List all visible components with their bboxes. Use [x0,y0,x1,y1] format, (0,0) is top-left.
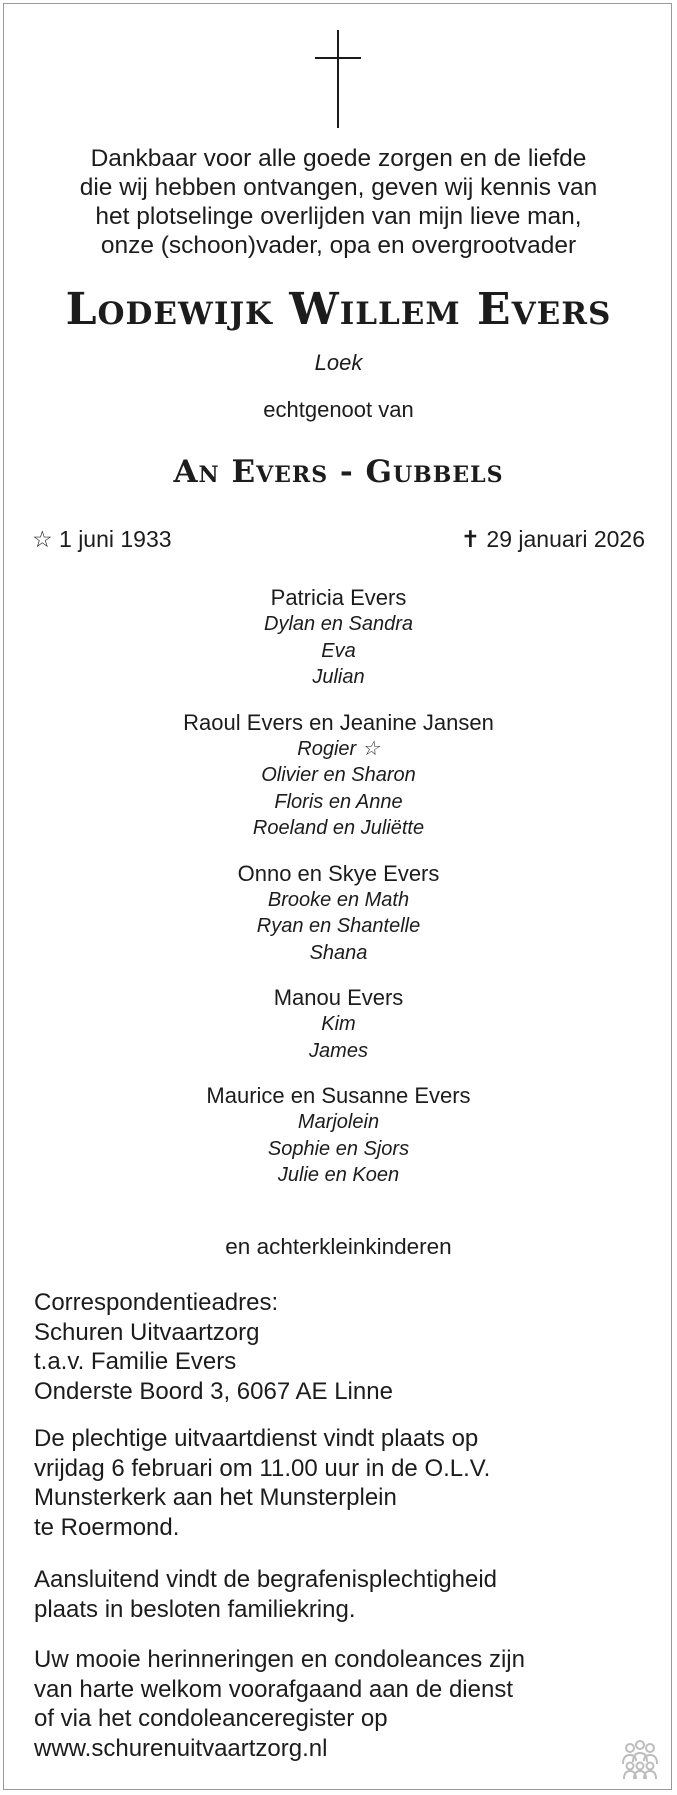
grandchild: James [309,1039,368,1062]
deceased-nickname: Loek [314,350,363,375]
family-head: Manou Evers [273,985,404,1010]
spouse-label: echtgenoot van [263,397,414,422]
grandchild: Floris en Anne [274,790,403,813]
family-list [0,584,677,1207]
family-head: Patricia Evers [270,585,407,610]
grandchild: Julian [312,666,365,688]
grandchild: Olivier en Sharon [261,764,416,786]
family-block [0,860,677,967]
family-block [0,709,677,842]
family-block [0,984,677,1064]
grandchild: Roeland en Juliëtte [252,817,425,839]
correspondence-address: Correspondentieadres: Schuren Uitvaartzorg t.a.v. Familie Evers Onderste Boord 3, 6067 AE Linne [34,1289,393,1405]
grandchild: Brooke en Math [267,888,410,911]
grandchild: Eva [321,639,356,662]
deceased-name: Lodewijk Willem Evers [65,284,612,335]
death-date: ✝ 29 januari 2026 [460,526,645,552]
people-group-icon [619,1740,661,1780]
grandchild: Julie en Koen [277,1164,400,1186]
grandchild: Ryan en Shantelle [256,915,421,937]
birth-date: ☆ 1 juni 1933 [32,526,172,552]
great-grandchildren: en achterkleinkinderen [225,1234,452,1259]
grandchild: Dylan en Sandra [264,613,413,635]
cross-icon [315,30,361,128]
family-head: Maurice en Susanne Evers [206,1083,471,1108]
family-head: Onno en Skye Evers [237,860,440,886]
condolences-info: Uw mooie herinneringen en condoleances zijn van harte welkom voorafgaand aan de dienst of via het condoleanceregister op www.schurenuitvaartzorg.nl [34,1645,654,1763]
grandchild: Rogier ☆ [297,737,380,760]
grandchild: Kim [321,1013,356,1035]
grandchild: Shana [309,941,368,964]
burial-info: Aansluitend vindt de begrafenisplechtigheid plaats in besloten familiekring. [34,1566,497,1623]
intro-text: Dankbaar voor alle goede zorgen en de liefde die wij hebben ontvangen, geven wij kennis van het plotselinge overlijden van mijn lieve man, onze (schoon)vader, opa en overgrootvader [79,145,598,259]
grandchild: Sophie en Sjors [267,1137,410,1160]
family-block [0,584,677,691]
website-link[interactable]: www.schurenuitvaartzorg.nl [34,1734,328,1762]
family-block [0,1082,677,1189]
service-info: De plechtige uitvaartdienst vindt plaats op vrijdag 6 februari om 11.00 uur in de O.L.V. Munsterkerk aan het Munsterplein te Roermond. [34,1425,491,1541]
spouse-name: An Evers - Gubbels [173,454,504,490]
family-head: Raoul Evers en Jeanine Jansen [183,709,494,735]
grandchild: Marjolein [297,1111,380,1133]
